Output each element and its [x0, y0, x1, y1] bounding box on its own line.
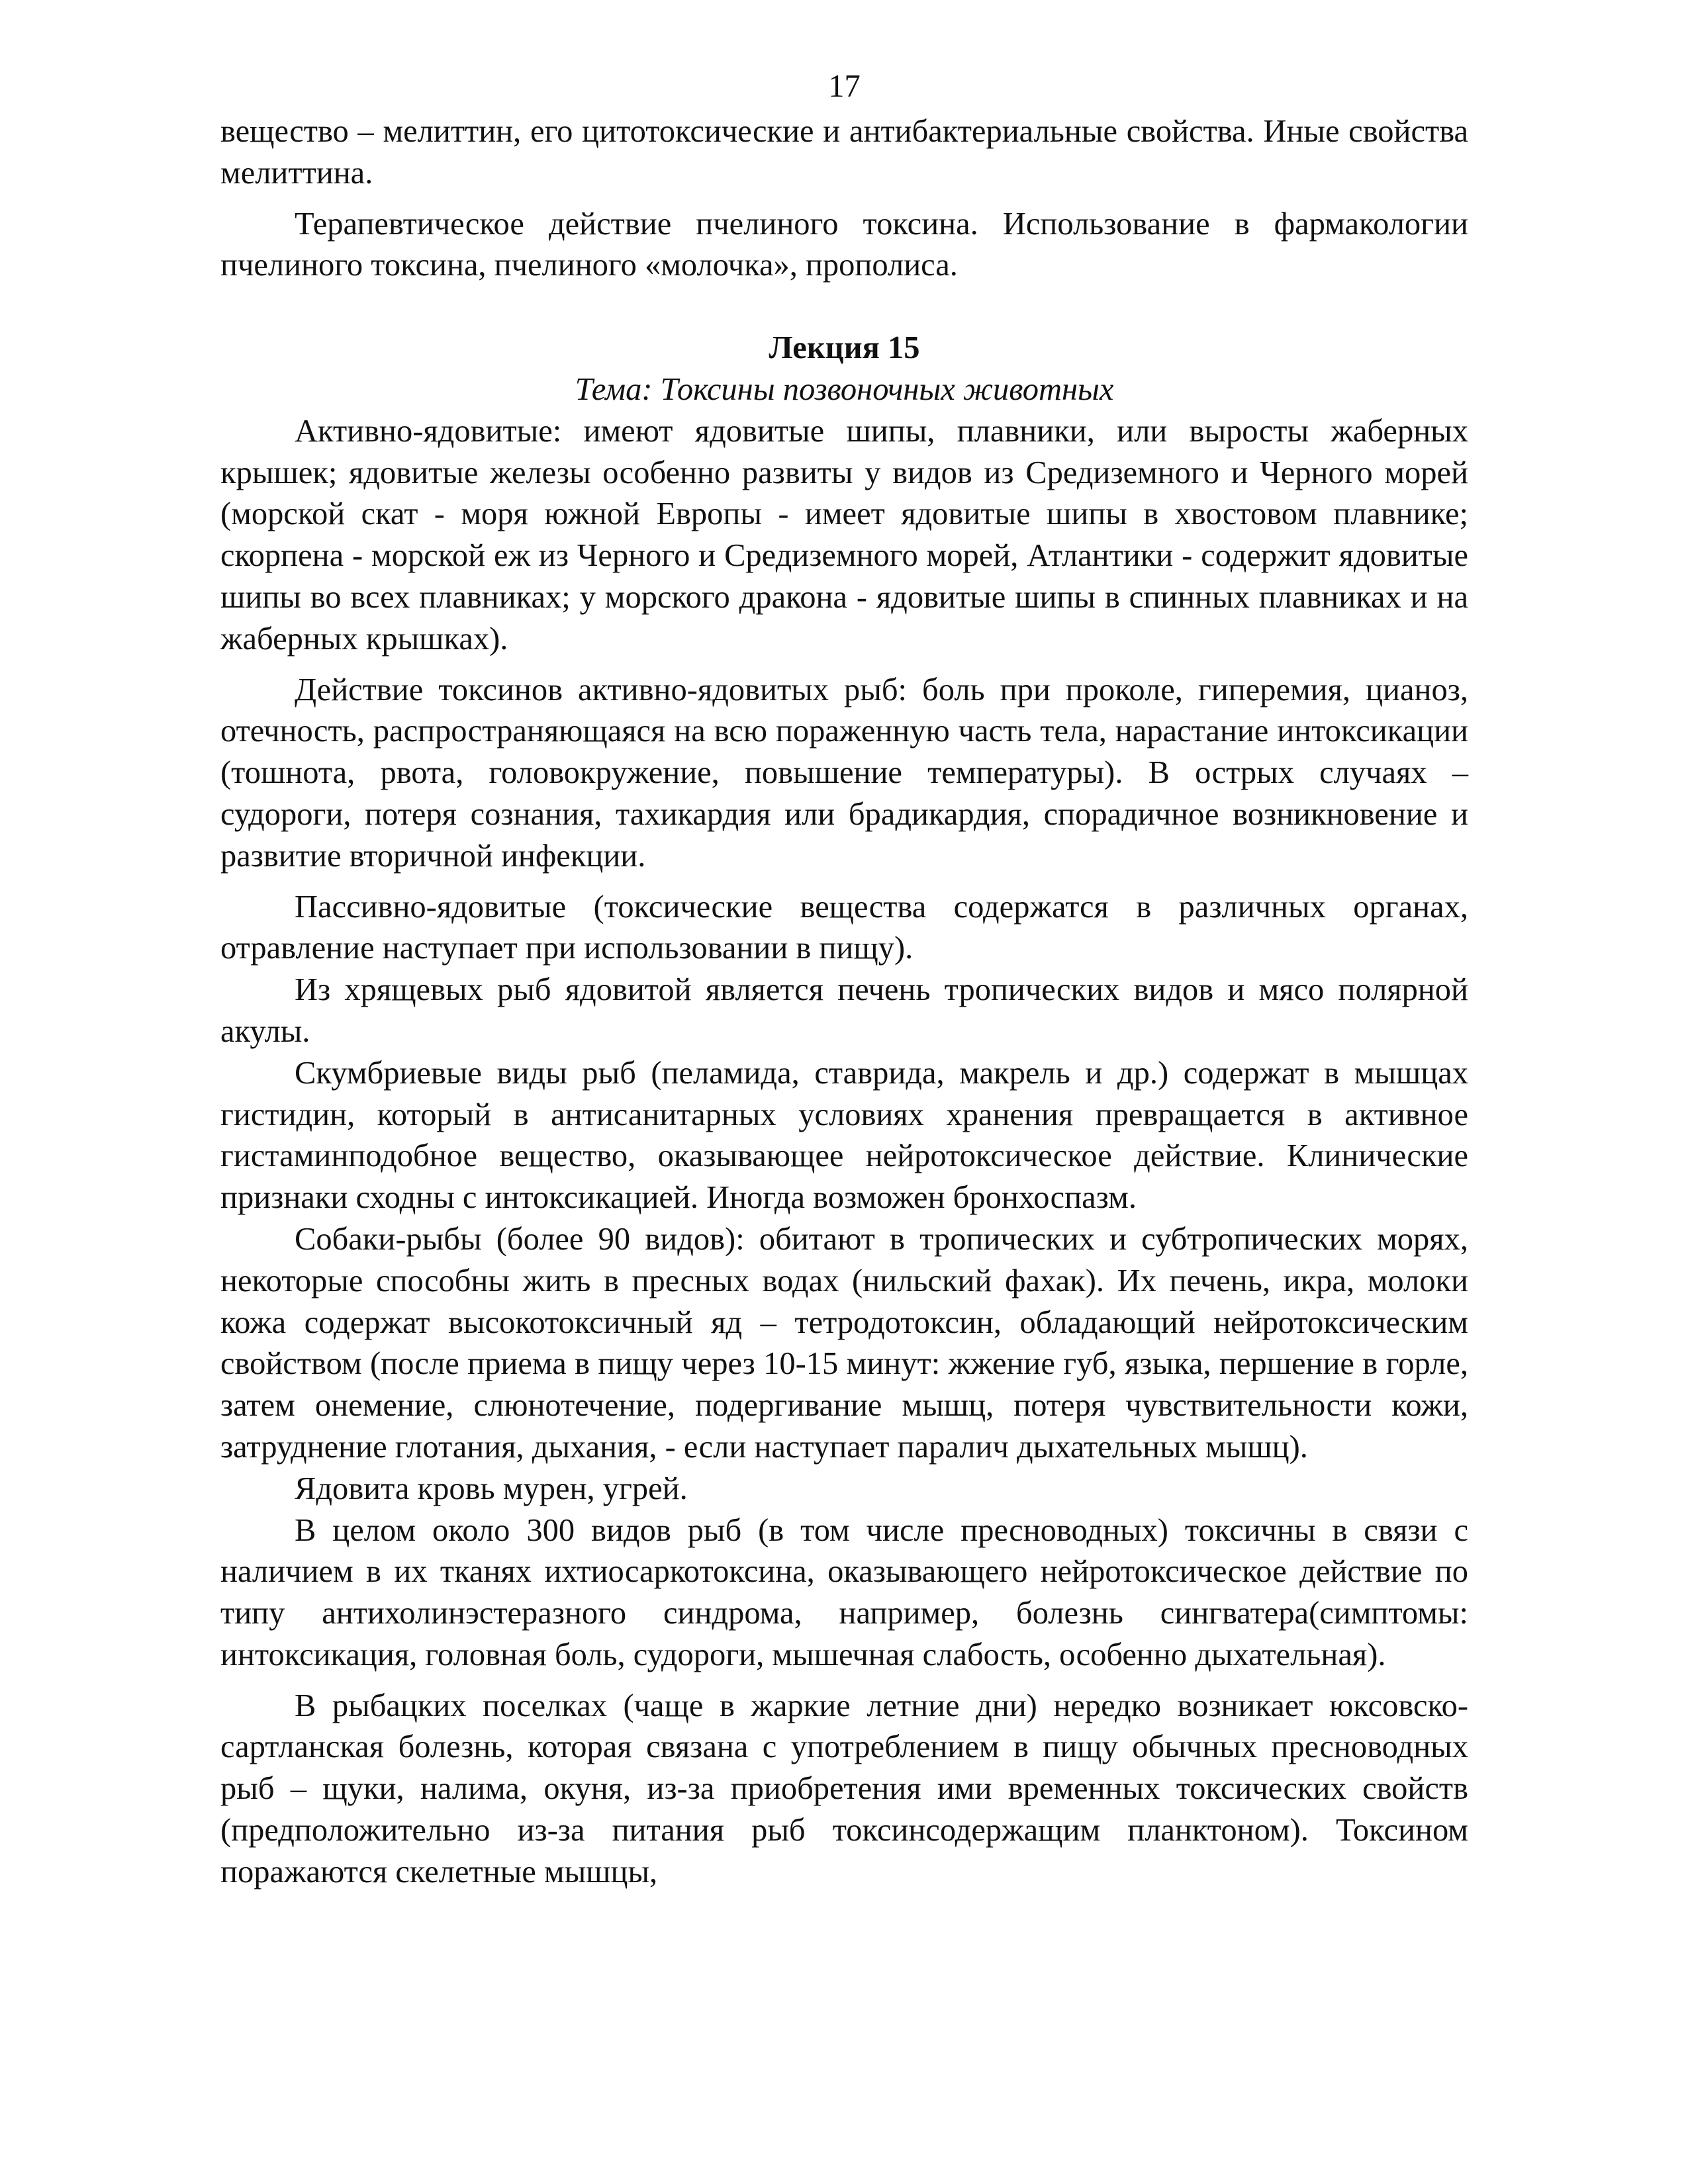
lecture-topic: Тема: Токсины позвоночных животных [575, 371, 1114, 407]
paragraph-passive-venomous: Пассивно-ядовитые (токсические вещества содержатся в различных органах, отравление наступает при использовании в пищу). [220, 889, 1468, 966]
paragraph-toxin-action: Действие токсинов активно-ядовитых рыб: боль при проколе, гиперемия, цианоз, отечность, распространяющаяся на всю пораженную часть тела, нарастание интоксикации (тошнота, рвота, головокружение, повышение температуры). В острых случаях – судороги, потеря сознания, тахикардия или брадикардия, спорадичное возникновение и развитие вторичной инфекции. [220, 672, 1468, 874]
page-number: 17 [828, 69, 861, 104]
paragraph-moray-blood: Ядовита кровь мурен, угрей. [295, 1471, 688, 1506]
paragraph-haff-disease: В рыбацких поселках (чаще в жаркие летние дни) нередко возникает юксовско-сартланская болезнь, которая связана с употреблением в пищу обычных пресноводных рыб – щуки, налима, окуня, из-за приобретения ими временных токсических свойств (предположительно из-за питания рыб токсинсодержащим планктоном). Токсином поражаются скелетные мышцы, [220, 1688, 1468, 1889]
paragraph-cartilaginous-fish: Из хрящевых рыб ядовитой является печень тропических видов и мясо полярной акулы. [220, 972, 1468, 1049]
document-page [220, 66, 1468, 1893]
paragraph-ichthyosarcotoxin: В целом около 300 видов рыб (в том числе пресноводных) токсичны в связи с наличием в их тканях ихтиосаркотоксина, оказывающего нейротоксическое действие по типу антихолинэстеразного синдрома, например, болезнь сингватера(симптомы: интоксикация, головная боль, судороги, мышечная слабость, особенно дыхательная). [220, 1512, 1468, 1672]
lecture-title: Лекция 15 [769, 330, 920, 366]
paragraph-active-venomous: Активно-ядовитые: имеют ядовитые шипы, плавники, или выросты жаберных крышек; ядовитые железы особенно развиты у видов из Средиземного и Черного морей (морской скат - моря южной Европы - имеет ядовитые шипы в хвостовом плавнике; скорпена - морской еж из Черного и Средиземного морей, Атлантики - содержит ядовитые шипы во всех плавниках; у морского дракона - ядовитые шипы в спинных плавниках и на жаберных крышках). [220, 413, 1468, 657]
paragraph-mackerel-fish: Скумбриевые виды рыб (пеламида, ставрида, макрель и др.) содержат в мышцах гистидин, который в антисанитарных условиях хранения превращается в активное гистаминподобное вещество, оказывающее нейротоксическое действие. Клинические признаки сходны с интоксикацией. Иногда возможен бронхоспазм. [220, 1055, 1468, 1216]
paragraph-continued: вещество – мелиттин, его цитотоксические и антибактериальные свойства. Иные свойства мелиттина. [220, 114, 1468, 191]
paragraph-bee-toxin-therapy: Терапевтическое действие пчелиного токсина. Использование в фармакологии пчелиного токсина, пчелиного «молочка», прополиса. [220, 206, 1468, 283]
paragraph-puffer-fish: Собаки-рыбы (более 90 видов): обитают в тропических и субтропических морях, некоторые способны жить в пресных водах (нильский фахак). Их печень, икра, молоки кожа содержат высокотоксичный яд – тетродотоксин, обладающий нейротоксическим свойством (после приема в пищу через 10-15 минут: жжение губ, языка, першение в горле, затем онемение, слюнотечение, подергивание мышц, потеря чувствительности кожи, затруднение глотания, дыхания, - если наступает паралич дыхательных мышц). [220, 1221, 1468, 1465]
